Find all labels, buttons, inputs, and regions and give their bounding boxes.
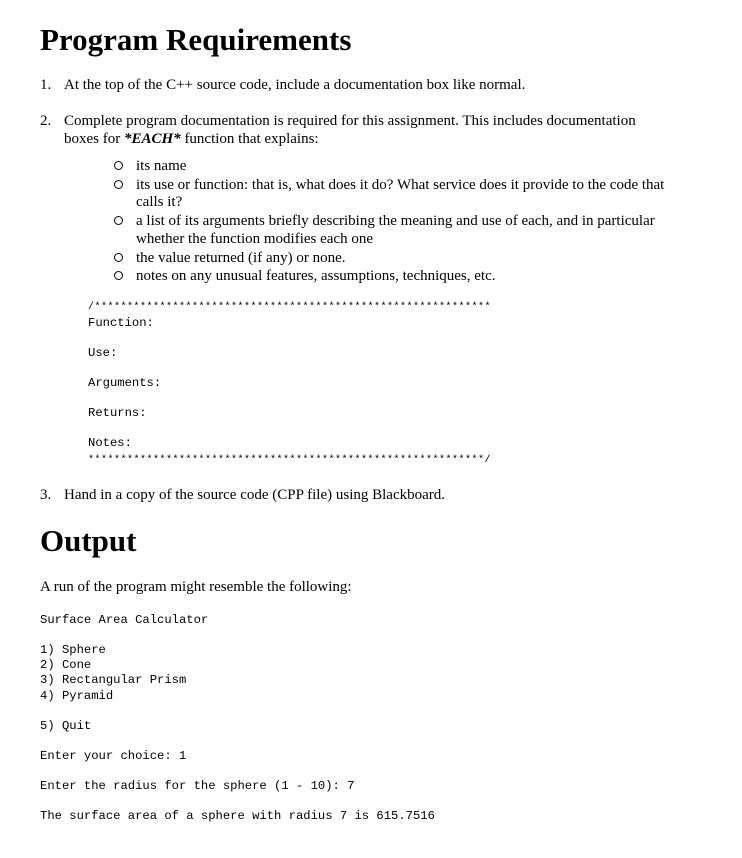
bullet-circle-icon	[114, 216, 123, 225]
list-number-2: 2.	[40, 113, 52, 129]
menu-option-sphere: 1) Sphere	[40, 643, 106, 657]
bullet-3-line-2: whether the function modifies each one	[136, 231, 373, 247]
doc-box-top-border: /*************************************************************	[88, 302, 492, 313]
bullet-1-text: its name	[136, 158, 187, 174]
doc-box-bottom-border: *************************************************************/	[88, 455, 492, 466]
requirement-2-line-2-suffix: function that explains:	[180, 131, 319, 147]
menu-option-pyramid: 4) Pyramid	[40, 689, 114, 703]
output-heading: Output	[40, 523, 137, 558]
bullet-5-text: notes on any unusual features, assumptions, techniques, etc.	[136, 268, 496, 284]
menu-option-cone: 2) Cone	[40, 658, 92, 672]
doc-box-function-label: Function:	[88, 316, 154, 330]
bullet-2-line-2: calls it?	[136, 194, 183, 210]
list-number-3: 3.	[40, 487, 52, 503]
bullet-circle-icon	[114, 180, 123, 189]
requirement-2-line-2	[64, 130, 319, 148]
bullet-circle-icon	[114, 161, 123, 170]
requirement-3-text: Hand in a copy of the source code (CPP file) using Blackboard.	[64, 487, 446, 503]
menu-option-rectangular-prism: 3) Rectangular Prism	[40, 673, 187, 687]
doc-box-use-label: Use:	[88, 346, 118, 360]
menu-option-quit: 5) Quit	[40, 719, 92, 733]
list-number-1: 1.	[40, 77, 52, 93]
output-intro: A run of the program might resemble the following:	[40, 579, 352, 595]
program-title-line: Surface Area Calculator	[40, 613, 209, 627]
doc-box-returns-label: Returns:	[88, 406, 147, 420]
bullet-4-text: the value returned (if any) or none.	[136, 250, 346, 266]
choice-prompt-line: Enter your choice: 1	[40, 749, 187, 763]
doc-box-notes-label: Notes:	[88, 436, 132, 450]
bullet-circle-icon	[114, 271, 123, 280]
program-requirements-heading: Program Requirements	[40, 22, 352, 57]
requirement-2-line-2-prefix: boxes for	[64, 131, 124, 147]
bullet-circle-icon	[114, 253, 123, 262]
doc-box-arguments-label: Arguments:	[88, 376, 162, 390]
radius-prompt-line: Enter the radius for the sphere (1 - 10): 7	[40, 779, 355, 793]
bullet-3-line-1: a list of its arguments briefly describing the meaning and use of each, and in particular	[136, 213, 655, 229]
result-line: The surface area of a sphere with radius 7 is 615.7516	[40, 809, 435, 823]
requirement-2-line-1: Complete program documentation is required for this assignment. This includes documentation	[64, 113, 636, 129]
bullet-2-line-1: its use or function: that is, what does it do? What service does it provide to the code that	[136, 177, 665, 193]
each-emphasis: *EACH*	[124, 131, 181, 147]
requirement-1-text: At the top of the C++ source code, include a documentation box like normal.	[64, 77, 526, 93]
